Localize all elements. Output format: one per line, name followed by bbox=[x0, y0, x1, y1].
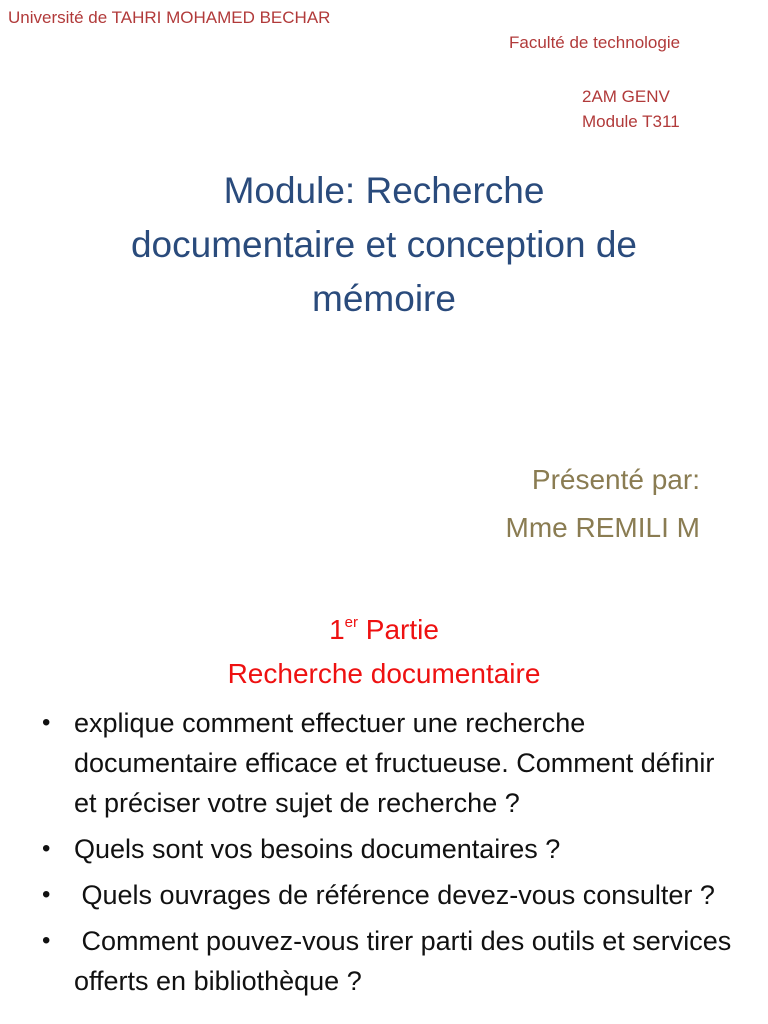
bullet-icon: • bbox=[42, 881, 51, 908]
list-item bbox=[42, 829, 742, 869]
page-title bbox=[0, 164, 768, 326]
part-number-line bbox=[0, 608, 768, 652]
presenter-label: Présenté par: bbox=[531, 464, 700, 495]
part-number: 1 bbox=[329, 614, 345, 645]
title-line-3: mémoire bbox=[312, 278, 456, 319]
part-subtitle: Recherche documentaire bbox=[227, 658, 541, 689]
part-heading bbox=[0, 608, 768, 696]
class-info bbox=[582, 84, 680, 134]
bullet-icon: • bbox=[42, 709, 51, 736]
list-item bbox=[42, 921, 742, 1001]
presenter-block bbox=[506, 456, 700, 552]
faculty-name: Faculté de technologie bbox=[509, 33, 681, 52]
list-item bbox=[42, 703, 742, 823]
university-name: Université de TAHRI MOHAMED BECHAR bbox=[8, 8, 331, 27]
presenter-name: Mme REMILI M bbox=[505, 512, 700, 543]
part-superscript: er bbox=[344, 614, 358, 631]
list-item-text: Quels ouvrages de référence devez-vous consulter ? bbox=[74, 880, 715, 910]
list-item bbox=[42, 875, 742, 915]
title-line-1: Module: Recherche bbox=[223, 170, 545, 211]
part-word: Partie bbox=[365, 614, 439, 645]
bullet-icon: • bbox=[42, 835, 51, 862]
class-level: 2AM GENV bbox=[582, 87, 670, 106]
bullet-list bbox=[42, 703, 742, 1007]
title-line-2: documentaire et conception de bbox=[130, 224, 637, 265]
list-item-text: Comment pouvez-vous tirer parti des outils et services offerts en bibliothèque ? bbox=[74, 926, 739, 996]
list-item-text: Quels sont vos besoins documentaires ? bbox=[74, 834, 561, 864]
module-code: Module T311 bbox=[582, 112, 680, 131]
list-item-text: explique comment effectuer une recherche documentaire efficace et fructueuse. Comment définir et préciser votre sujet de recherche ? bbox=[74, 708, 715, 818]
bullet-icon: • bbox=[42, 927, 51, 954]
